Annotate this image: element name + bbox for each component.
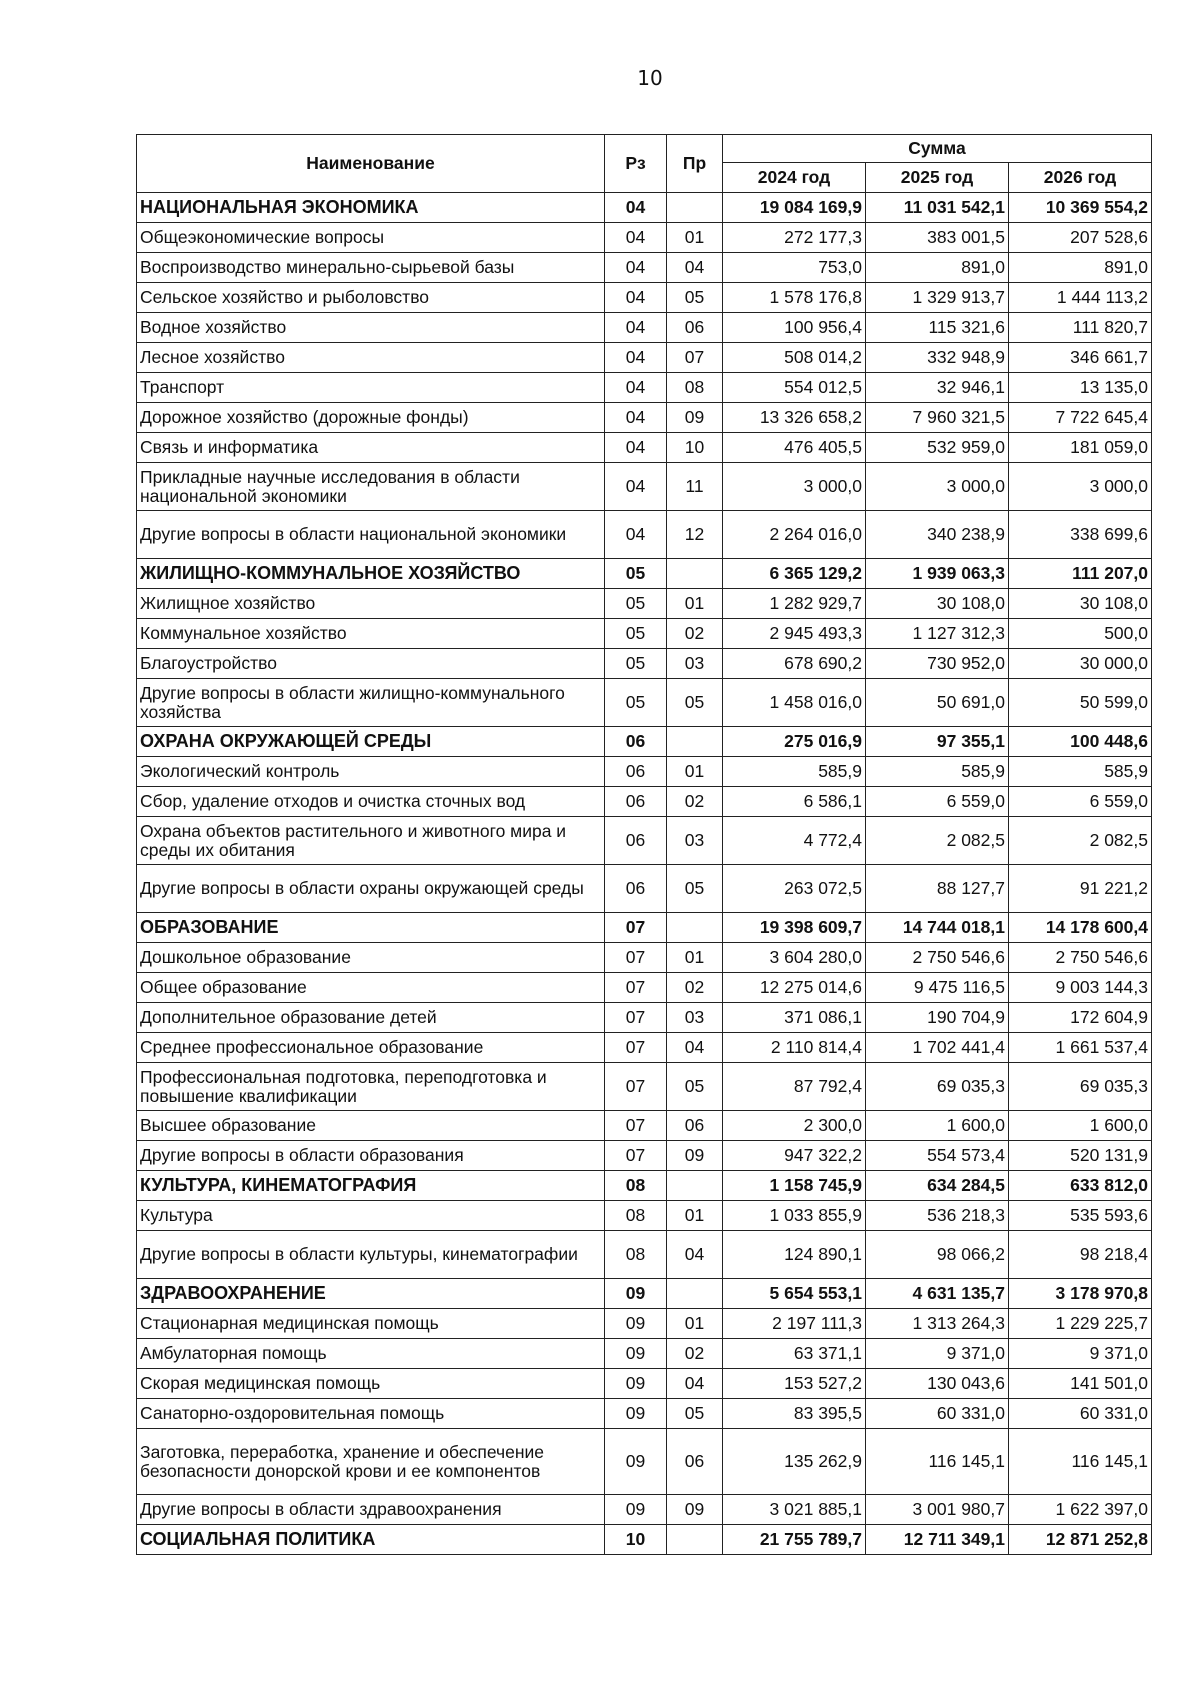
section-row [137, 1171, 1152, 1201]
row-rz: 10 [605, 1525, 667, 1555]
row-value-2025: 88 127,7 [866, 865, 1009, 913]
row-value-2025: 30 108,0 [866, 589, 1009, 619]
header-year-2025: 2025 год [866, 163, 1009, 193]
row-rz: 07 [605, 973, 667, 1003]
row-value-2026: 14 178 600,4 [1009, 913, 1152, 943]
table-body [137, 193, 1152, 1555]
row-pr: 01 [667, 223, 723, 253]
row-pr [667, 559, 723, 589]
row-pr: 09 [667, 403, 723, 433]
row-name: Благоустройство [137, 649, 605, 679]
table-row [137, 1231, 1152, 1279]
row-value-2025: 115 321,6 [866, 313, 1009, 343]
row-value-2026: 1 622 397,0 [1009, 1495, 1152, 1525]
table-row [137, 1309, 1152, 1339]
row-value-2025: 891,0 [866, 253, 1009, 283]
row-name: Амбулаторная помощь [137, 1339, 605, 1369]
row-value-2026: 91 221,2 [1009, 865, 1152, 913]
row-name: КУЛЬТУРА, КИНЕМАТОГРАФИЯ [137, 1171, 605, 1201]
row-name: Скорая медицинская помощь [137, 1369, 605, 1399]
row-value-2024: 2 300,0 [723, 1111, 866, 1141]
row-value-2026: 2 750 546,6 [1009, 943, 1152, 973]
row-value-2025: 1 600,0 [866, 1111, 1009, 1141]
row-name: Воспроизводство минерально-сырьевой базы [137, 253, 605, 283]
row-rz: 04 [605, 313, 667, 343]
table-row [137, 757, 1152, 787]
row-value-2025: 2 750 546,6 [866, 943, 1009, 973]
row-value-2025: 190 704,9 [866, 1003, 1009, 1033]
row-value-2024: 371 086,1 [723, 1003, 866, 1033]
row-value-2026: 500,0 [1009, 619, 1152, 649]
row-value-2026: 100 448,6 [1009, 727, 1152, 757]
row-value-2025: 9 371,0 [866, 1339, 1009, 1369]
row-rz: 04 [605, 283, 667, 313]
row-value-2025: 130 043,6 [866, 1369, 1009, 1399]
section-row [137, 1279, 1152, 1309]
row-value-2026: 98 218,4 [1009, 1231, 1152, 1279]
row-value-2024: 476 405,5 [723, 433, 866, 463]
row-value-2026: 1 661 537,4 [1009, 1033, 1152, 1063]
table-row [137, 817, 1152, 865]
row-name: Общее образование [137, 973, 605, 1003]
row-name: НАЦИОНАЛЬНАЯ ЭКОНОМИКА [137, 193, 605, 223]
row-rz: 04 [605, 373, 667, 403]
row-pr: 02 [667, 619, 723, 649]
table-row [137, 589, 1152, 619]
row-pr: 03 [667, 649, 723, 679]
row-value-2025: 1 313 264,3 [866, 1309, 1009, 1339]
row-pr: 11 [667, 463, 723, 511]
row-value-2025: 532 959,0 [866, 433, 1009, 463]
row-name: Коммунальное хозяйство [137, 619, 605, 649]
row-name: Дополнительное образование детей [137, 1003, 605, 1033]
table-row [137, 679, 1152, 727]
table-row [137, 787, 1152, 817]
row-value-2024: 2 264 016,0 [723, 511, 866, 559]
table-row [137, 1141, 1152, 1171]
row-value-2025: 1 127 312,3 [866, 619, 1009, 649]
row-value-2024: 5 654 553,1 [723, 1279, 866, 1309]
row-value-2025: 730 952,0 [866, 649, 1009, 679]
row-value-2026: 12 871 252,8 [1009, 1525, 1152, 1555]
row-value-2024: 153 527,2 [723, 1369, 866, 1399]
row-name: Заготовка, переработка, хранение и обеспечение безопасности донорской крови и ее компонентов [137, 1429, 605, 1495]
row-pr: 02 [667, 1339, 723, 1369]
row-value-2026: 2 082,5 [1009, 817, 1152, 865]
row-pr: 07 [667, 343, 723, 373]
row-rz: 06 [605, 787, 667, 817]
row-pr: 04 [667, 1231, 723, 1279]
table-row [137, 403, 1152, 433]
row-name: Дорожное хозяйство (дорожные фонды) [137, 403, 605, 433]
row-pr: 01 [667, 757, 723, 787]
row-value-2025: 97 355,1 [866, 727, 1009, 757]
row-value-2024: 13 326 658,2 [723, 403, 866, 433]
row-value-2024: 83 395,5 [723, 1399, 866, 1429]
row-rz: 09 [605, 1339, 667, 1369]
row-rz: 06 [605, 865, 667, 913]
row-name: Другие вопросы в области охраны окружающей среды [137, 865, 605, 913]
row-value-2025: 2 082,5 [866, 817, 1009, 865]
row-rz: 06 [605, 727, 667, 757]
row-value-2024: 4 772,4 [723, 817, 866, 865]
table-row [137, 283, 1152, 313]
row-value-2025: 383 001,5 [866, 223, 1009, 253]
row-value-2024: 1 282 929,7 [723, 589, 866, 619]
row-value-2024: 1 578 176,8 [723, 283, 866, 313]
row-rz: 05 [605, 679, 667, 727]
row-pr: 03 [667, 1003, 723, 1033]
row-rz: 06 [605, 817, 667, 865]
row-rz: 07 [605, 913, 667, 943]
row-value-2025: 12 711 349,1 [866, 1525, 1009, 1555]
row-name: Связь и информатика [137, 433, 605, 463]
row-name: Другие вопросы в области жилищно-коммунального хозяйства [137, 679, 605, 727]
row-rz: 08 [605, 1201, 667, 1231]
row-pr [667, 913, 723, 943]
row-value-2026: 1 229 225,7 [1009, 1309, 1152, 1339]
row-value-2025: 50 691,0 [866, 679, 1009, 727]
row-pr: 06 [667, 1111, 723, 1141]
row-name: ЖИЛИЩНО-КОММУНАЛЬНОЕ ХОЗЯЙСТВО [137, 559, 605, 589]
row-pr: 05 [667, 679, 723, 727]
row-rz: 07 [605, 1111, 667, 1141]
row-rz: 09 [605, 1495, 667, 1525]
row-value-2025: 3 000,0 [866, 463, 1009, 511]
row-value-2024: 135 262,9 [723, 1429, 866, 1495]
row-rz: 09 [605, 1309, 667, 1339]
row-value-2025: 536 218,3 [866, 1201, 1009, 1231]
table-row [137, 649, 1152, 679]
row-pr: 01 [667, 1201, 723, 1231]
row-rz: 07 [605, 1033, 667, 1063]
row-pr: 04 [667, 1033, 723, 1063]
table-row [137, 253, 1152, 283]
row-pr: 06 [667, 313, 723, 343]
row-value-2026: 116 145,1 [1009, 1429, 1152, 1495]
row-value-2026: 520 131,9 [1009, 1141, 1152, 1171]
row-rz: 09 [605, 1279, 667, 1309]
row-pr: 01 [667, 943, 723, 973]
row-value-2026: 535 593,6 [1009, 1201, 1152, 1231]
row-pr: 06 [667, 1429, 723, 1495]
row-value-2025: 32 946,1 [866, 373, 1009, 403]
row-name: Сельское хозяйство и рыболовство [137, 283, 605, 313]
row-rz: 07 [605, 1063, 667, 1111]
table-row [137, 1495, 1152, 1525]
row-value-2025: 4 631 135,7 [866, 1279, 1009, 1309]
row-value-2025: 11 031 542,1 [866, 193, 1009, 223]
table-row [137, 1369, 1152, 1399]
row-pr: 08 [667, 373, 723, 403]
table-row [137, 973, 1152, 1003]
row-value-2024: 1 158 745,9 [723, 1171, 866, 1201]
row-value-2026: 1 444 113,2 [1009, 283, 1152, 313]
row-name: Другие вопросы в области здравоохранения [137, 1495, 605, 1525]
row-value-2026: 141 501,0 [1009, 1369, 1152, 1399]
table-row [137, 1429, 1152, 1495]
row-value-2026: 13 135,0 [1009, 373, 1152, 403]
row-rz: 04 [605, 193, 667, 223]
row-pr [667, 1171, 723, 1201]
row-value-2026: 30 108,0 [1009, 589, 1152, 619]
row-value-2025: 116 145,1 [866, 1429, 1009, 1495]
row-rz: 04 [605, 253, 667, 283]
row-value-2026: 338 699,6 [1009, 511, 1152, 559]
row-value-2026: 346 661,7 [1009, 343, 1152, 373]
row-value-2024: 87 792,4 [723, 1063, 866, 1111]
row-name: Санаторно-оздоровительная помощь [137, 1399, 605, 1429]
row-value-2024: 6 586,1 [723, 787, 866, 817]
row-rz: 09 [605, 1369, 667, 1399]
row-value-2026: 3 000,0 [1009, 463, 1152, 511]
row-value-2024: 19 084 169,9 [723, 193, 866, 223]
row-rz: 07 [605, 1003, 667, 1033]
row-value-2024: 12 275 014,6 [723, 973, 866, 1003]
row-value-2024: 63 371,1 [723, 1339, 866, 1369]
row-pr: 04 [667, 253, 723, 283]
row-name: Экологический контроль [137, 757, 605, 787]
row-value-2026: 3 178 970,8 [1009, 1279, 1152, 1309]
section-row [137, 913, 1152, 943]
row-value-2024: 2 110 814,4 [723, 1033, 866, 1063]
row-value-2026: 1 600,0 [1009, 1111, 1152, 1141]
row-pr [667, 1525, 723, 1555]
row-value-2025: 1 329 913,7 [866, 283, 1009, 313]
row-name: Лесное хозяйство [137, 343, 605, 373]
row-value-2024: 263 072,5 [723, 865, 866, 913]
row-pr: 09 [667, 1141, 723, 1171]
row-value-2025: 1 939 063,3 [866, 559, 1009, 589]
row-name: Прикладные научные исследования в области национальной экономики [137, 463, 605, 511]
table-row [137, 463, 1152, 511]
row-pr: 10 [667, 433, 723, 463]
row-pr [667, 727, 723, 757]
row-pr: 12 [667, 511, 723, 559]
row-rz: 04 [605, 343, 667, 373]
row-value-2025: 3 001 980,7 [866, 1495, 1009, 1525]
table-row [137, 1063, 1152, 1111]
table-row [137, 433, 1152, 463]
row-rz: 07 [605, 1141, 667, 1171]
row-value-2026: 111 820,7 [1009, 313, 1152, 343]
row-pr: 04 [667, 1369, 723, 1399]
row-value-2024: 947 322,2 [723, 1141, 866, 1171]
row-pr [667, 193, 723, 223]
row-pr: 01 [667, 1309, 723, 1339]
table-row [137, 1111, 1152, 1141]
row-pr: 05 [667, 865, 723, 913]
row-value-2025: 9 475 116,5 [866, 973, 1009, 1003]
row-rz: 05 [605, 619, 667, 649]
row-value-2026: 60 331,0 [1009, 1399, 1152, 1429]
row-value-2026: 7 722 645,4 [1009, 403, 1152, 433]
row-name: Жилищное хозяйство [137, 589, 605, 619]
row-pr: 02 [667, 973, 723, 1003]
header-year-2024: 2024 год [723, 163, 866, 193]
row-value-2026: 10 369 554,2 [1009, 193, 1152, 223]
row-value-2026: 50 599,0 [1009, 679, 1152, 727]
header-rz: Рз [605, 135, 667, 193]
row-value-2025: 98 066,2 [866, 1231, 1009, 1279]
row-name: Среднее профессиональное образование [137, 1033, 605, 1063]
row-value-2024: 554 012,5 [723, 373, 866, 403]
row-rz: 07 [605, 943, 667, 973]
table-row [137, 619, 1152, 649]
row-value-2025: 69 035,3 [866, 1063, 1009, 1111]
row-value-2024: 1 458 016,0 [723, 679, 866, 727]
table-row [137, 1033, 1152, 1063]
row-value-2024: 100 956,4 [723, 313, 866, 343]
row-rz: 05 [605, 559, 667, 589]
row-value-2024: 678 690,2 [723, 649, 866, 679]
row-pr: 02 [667, 787, 723, 817]
table-row [137, 511, 1152, 559]
row-value-2026: 69 035,3 [1009, 1063, 1152, 1111]
row-value-2024: 272 177,3 [723, 223, 866, 253]
section-row [137, 1525, 1152, 1555]
table-row [137, 1399, 1152, 1429]
row-value-2026: 30 000,0 [1009, 649, 1152, 679]
row-value-2026: 585,9 [1009, 757, 1152, 787]
row-rz: 04 [605, 223, 667, 253]
header-year-2026: 2026 год [1009, 163, 1152, 193]
row-value-2026: 9 003 144,3 [1009, 973, 1152, 1003]
row-value-2024: 275 016,9 [723, 727, 866, 757]
row-pr: 03 [667, 817, 723, 865]
row-rz: 09 [605, 1399, 667, 1429]
row-name: Культура [137, 1201, 605, 1231]
row-name: Общеэкономические вопросы [137, 223, 605, 253]
header-sum: Сумма [723, 135, 1152, 163]
row-rz: 06 [605, 757, 667, 787]
row-value-2025: 332 948,9 [866, 343, 1009, 373]
row-pr: 05 [667, 283, 723, 313]
row-value-2026: 891,0 [1009, 253, 1152, 283]
table-row [137, 865, 1152, 913]
row-value-2025: 634 284,5 [866, 1171, 1009, 1201]
row-rz: 09 [605, 1429, 667, 1495]
row-pr: 01 [667, 589, 723, 619]
row-value-2026: 9 371,0 [1009, 1339, 1152, 1369]
row-rz: 04 [605, 463, 667, 511]
row-value-2024: 3 000,0 [723, 463, 866, 511]
row-pr [667, 1279, 723, 1309]
table-row [137, 1339, 1152, 1369]
table-row [137, 1003, 1152, 1033]
table-row [137, 313, 1152, 343]
row-rz: 04 [605, 403, 667, 433]
budget-table [136, 134, 1152, 1555]
header-pr: Пр [667, 135, 723, 193]
row-value-2024: 2 945 493,3 [723, 619, 866, 649]
table-row [137, 343, 1152, 373]
row-name: Охрана объектов растительного и животного мира и среды их обитания [137, 817, 605, 865]
row-value-2025: 340 238,9 [866, 511, 1009, 559]
row-value-2026: 172 604,9 [1009, 1003, 1152, 1033]
row-rz: 05 [605, 649, 667, 679]
header-name: Наименование [137, 135, 605, 193]
row-value-2026: 181 059,0 [1009, 433, 1152, 463]
row-rz: 08 [605, 1171, 667, 1201]
row-name: ОХРАНА ОКРУЖАЮЩЕЙ СРЕДЫ [137, 727, 605, 757]
row-value-2024: 585,9 [723, 757, 866, 787]
page-number: 10 [637, 66, 663, 90]
row-name: СОЦИАЛЬНАЯ ПОЛИТИКА [137, 1525, 605, 1555]
row-name: Стационарная медицинская помощь [137, 1309, 605, 1339]
row-value-2024: 508 014,2 [723, 343, 866, 373]
row-value-2025: 1 702 441,4 [866, 1033, 1009, 1063]
row-name: Сбор, удаление отходов и очистка сточных вод [137, 787, 605, 817]
row-value-2025: 7 960 321,5 [866, 403, 1009, 433]
row-value-2024: 6 365 129,2 [723, 559, 866, 589]
row-value-2025: 14 744 018,1 [866, 913, 1009, 943]
row-value-2025: 6 559,0 [866, 787, 1009, 817]
row-value-2024: 1 033 855,9 [723, 1201, 866, 1231]
row-pr: 05 [667, 1399, 723, 1429]
row-value-2026: 207 528,6 [1009, 223, 1152, 253]
row-value-2025: 60 331,0 [866, 1399, 1009, 1429]
row-value-2024: 19 398 609,7 [723, 913, 866, 943]
row-name: Транспорт [137, 373, 605, 403]
table-row [137, 1201, 1152, 1231]
row-value-2024: 21 755 789,7 [723, 1525, 866, 1555]
row-value-2026: 111 207,0 [1009, 559, 1152, 589]
section-row [137, 193, 1152, 223]
row-name: Другие вопросы в области национальной экономики [137, 511, 605, 559]
row-rz: 04 [605, 511, 667, 559]
row-pr: 05 [667, 1063, 723, 1111]
row-name: Дошкольное образование [137, 943, 605, 973]
row-name: Высшее образование [137, 1111, 605, 1141]
section-row [137, 727, 1152, 757]
row-value-2024: 3 021 885,1 [723, 1495, 866, 1525]
row-name: ОБРАЗОВАНИЕ [137, 913, 605, 943]
row-name: ЗДРАВООХРАНЕНИЕ [137, 1279, 605, 1309]
row-value-2024: 3 604 280,0 [723, 943, 866, 973]
row-name: Другие вопросы в области культуры, кинематографии [137, 1231, 605, 1279]
row-name: Водное хозяйство [137, 313, 605, 343]
row-value-2026: 633 812,0 [1009, 1171, 1152, 1201]
row-value-2024: 124 890,1 [723, 1231, 866, 1279]
row-value-2024: 2 197 111,3 [723, 1309, 866, 1339]
table-row [137, 943, 1152, 973]
row-name: Профессиональная подготовка, переподготовка и повышение квалификации [137, 1063, 605, 1111]
row-value-2026: 6 559,0 [1009, 787, 1152, 817]
row-name: Другие вопросы в области образования [137, 1141, 605, 1171]
row-rz: 04 [605, 433, 667, 463]
row-value-2024: 753,0 [723, 253, 866, 283]
row-value-2025: 585,9 [866, 757, 1009, 787]
section-row [137, 559, 1152, 589]
row-rz: 08 [605, 1231, 667, 1279]
row-value-2025: 554 573,4 [866, 1141, 1009, 1171]
row-rz: 05 [605, 589, 667, 619]
table-row [137, 223, 1152, 253]
table-row [137, 373, 1152, 403]
row-pr: 09 [667, 1495, 723, 1525]
